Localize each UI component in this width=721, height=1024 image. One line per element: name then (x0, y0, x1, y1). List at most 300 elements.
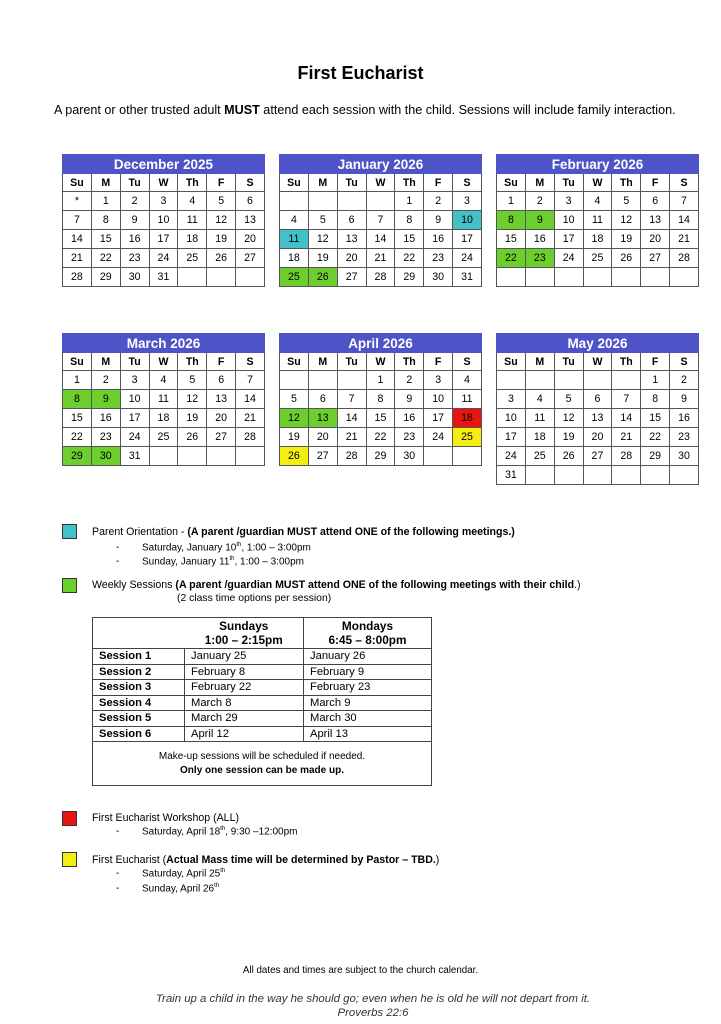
calendar-may-2026 (496, 333, 699, 485)
eucharist-date-1 (116, 868, 225, 879)
makeup-note (93, 742, 432, 786)
day-cell: 27 (641, 249, 670, 268)
day-cell: 4 (525, 390, 554, 409)
weekday-row (63, 353, 265, 371)
day-cell: 25 (280, 268, 309, 287)
day-cell: 2 (395, 371, 424, 390)
day-cell: 11 (525, 409, 554, 428)
month-header-row (280, 155, 482, 174)
weekday-label: Th (612, 353, 641, 371)
day-cell: 28 (670, 249, 699, 268)
empty-day-cell (178, 268, 207, 287)
sessions-note-row (93, 742, 432, 786)
orientation-time-2: , 1:00 – 3:00pm (234, 556, 304, 568)
day-cell: 6 (337, 211, 366, 230)
day-cell: 15 (641, 409, 670, 428)
day-cell: 17 (424, 409, 453, 428)
weekday-label: Tu (120, 353, 149, 371)
day-cell: 18 (525, 428, 554, 447)
legend-weekly (92, 579, 581, 591)
workshop-date-text: Saturday, April 18 (142, 826, 221, 838)
day-cell: 25 (149, 428, 178, 447)
day-cell: 12 (554, 409, 583, 428)
makeup-limit-text: Only one session can be made up. (180, 764, 344, 776)
day-cell: 12 (207, 211, 236, 230)
day-cell: 23 (91, 428, 120, 447)
day-cell: 2 (120, 192, 149, 211)
scripture-quote (0, 992, 721, 1020)
weekday-label: M (91, 353, 120, 371)
weekday-label: Tu (337, 174, 366, 192)
sundays-time: 1:00 – 2:15pm (204, 633, 283, 647)
week-row (497, 211, 699, 230)
day-cell: 15 (63, 409, 92, 428)
weekday-label: M (525, 174, 554, 192)
day-cell: 27 (236, 249, 265, 268)
day-cell: 4 (583, 192, 612, 211)
empty-day-cell (337, 371, 366, 390)
day-cell: 19 (554, 428, 583, 447)
weekday-label: Su (63, 174, 92, 192)
day-cell: 21 (236, 409, 265, 428)
week-row (280, 428, 482, 447)
day-cell: 26 (612, 249, 641, 268)
week-row (63, 268, 265, 287)
day-cell: 12 (178, 390, 207, 409)
week-row (497, 428, 699, 447)
weekday-label: W (149, 353, 178, 371)
session-label: Session 1 (93, 649, 185, 665)
day-cell: 31 (453, 268, 482, 287)
weekday-label: W (583, 353, 612, 371)
session-row (93, 680, 432, 696)
session-row (93, 726, 432, 742)
sessions-header-row (93, 618, 432, 649)
day-cell: 31 (149, 268, 178, 287)
week-row (497, 230, 699, 249)
weekday-label: S (236, 353, 265, 371)
weekday-label: S (453, 353, 482, 371)
month-header-row (63, 155, 265, 174)
week-row (497, 371, 699, 390)
weekday-label: Th (178, 353, 207, 371)
day-cell: 2 (424, 192, 453, 211)
day-cell: 18 (149, 409, 178, 428)
day-cell: 14 (366, 230, 395, 249)
day-cell: 3 (120, 371, 149, 390)
weekday-label: F (424, 174, 453, 192)
day-cell: 14 (337, 409, 366, 428)
weekday-row (280, 174, 482, 192)
day-cell: 16 (395, 409, 424, 428)
week-row (280, 211, 482, 230)
day-cell: 20 (337, 249, 366, 268)
empty-day-cell (280, 192, 309, 211)
legend-swatch-yellow (62, 852, 77, 867)
day-cell: 17 (149, 230, 178, 249)
weekday-label: S (236, 174, 265, 192)
day-cell: 18 (280, 249, 309, 268)
day-cell: 5 (178, 371, 207, 390)
day-cell: 28 (366, 268, 395, 287)
weekday-row (497, 174, 699, 192)
day-cell: 26 (308, 268, 337, 287)
day-cell: 25 (178, 249, 207, 268)
month-header-row (497, 334, 699, 353)
day-cell: 15 (497, 230, 526, 249)
day-cell: 28 (236, 428, 265, 447)
day-cell: 24 (149, 249, 178, 268)
weekday-row (497, 353, 699, 371)
day-cell: 1 (63, 371, 92, 390)
day-cell: 9 (525, 211, 554, 230)
day-cell: 18 (453, 409, 482, 428)
session-label: Session 4 (93, 695, 185, 711)
week-row (280, 371, 482, 390)
weekday-label: Su (280, 353, 309, 371)
day-cell: 1 (366, 371, 395, 390)
month-header-row (63, 334, 265, 353)
day-cell: 19 (308, 249, 337, 268)
empty-day-cell (525, 466, 554, 485)
weekday-label: M (308, 174, 337, 192)
legend-orientation (92, 526, 515, 538)
day-cell: 13 (207, 390, 236, 409)
empty-day-cell (583, 268, 612, 287)
day-cell: 12 (280, 409, 309, 428)
weekday-label: W (149, 174, 178, 192)
day-cell: 9 (91, 390, 120, 409)
session-row (93, 664, 432, 680)
day-cell: 28 (63, 268, 92, 287)
mondays-header (304, 618, 432, 649)
day-cell: 23 (120, 249, 149, 268)
day-cell: 29 (91, 268, 120, 287)
day-cell: 3 (424, 371, 453, 390)
day-cell: 10 (424, 390, 453, 409)
day-cell: 27 (207, 428, 236, 447)
week-row (280, 249, 482, 268)
weekday-label: M (91, 174, 120, 192)
day-cell: 30 (670, 447, 699, 466)
day-cell: 8 (497, 211, 526, 230)
empty-day-cell (178, 447, 207, 466)
orientation-date-2-text: Sunday, January 11 (142, 556, 230, 568)
day-cell: 6 (236, 192, 265, 211)
day-cell: 13 (583, 409, 612, 428)
empty-day-cell (337, 192, 366, 211)
workshop-date (116, 826, 298, 837)
day-cell: 26 (554, 447, 583, 466)
weekday-label: F (424, 353, 453, 371)
intro-text-start: A parent or other trusted adult (54, 103, 225, 117)
day-cell: 5 (612, 192, 641, 211)
day-cell: 24 (424, 428, 453, 447)
weekday-label: M (308, 353, 337, 371)
workshop-time: , 9:30 –12:00pm (225, 826, 298, 838)
day-cell: 7 (366, 211, 395, 230)
day-cell: 8 (91, 211, 120, 230)
day-cell: 7 (612, 390, 641, 409)
month-title: April 2026 (280, 334, 482, 353)
day-cell: 5 (554, 390, 583, 409)
day-cell: 13 (641, 211, 670, 230)
monday-date: February 9 (304, 664, 432, 680)
orientation-date-1 (116, 542, 311, 553)
orientation-date-2 (116, 556, 304, 567)
day-cell: 22 (395, 249, 424, 268)
day-cell: 31 (497, 466, 526, 485)
session-label: Session 3 (93, 680, 185, 696)
day-cell: 16 (525, 230, 554, 249)
sunday-date: April 12 (185, 726, 304, 742)
day-cell: 30 (424, 268, 453, 287)
empty-day-cell (525, 371, 554, 390)
weekday-label: F (641, 174, 670, 192)
empty-day-cell (366, 192, 395, 211)
monday-date: February 23 (304, 680, 432, 696)
day-cell: 2 (525, 192, 554, 211)
month-header-row (497, 155, 699, 174)
session-row (93, 695, 432, 711)
makeup-note-text: Make-up sessions will be scheduled if needed. (158, 750, 366, 762)
empty-day-cell (236, 268, 265, 287)
day-cell: 10 (554, 211, 583, 230)
week-row (63, 390, 265, 409)
day-cell: 7 (670, 192, 699, 211)
empty-day-cell (308, 371, 337, 390)
day-cell: 21 (612, 428, 641, 447)
day-cell: 6 (583, 390, 612, 409)
weekday-label: S (453, 174, 482, 192)
day-cell: 9 (424, 211, 453, 230)
empty-day-cell (236, 447, 265, 466)
sunday-date: February 22 (185, 680, 304, 696)
empty-day-cell (207, 447, 236, 466)
weekday-label: Tu (120, 174, 149, 192)
day-cell: 24 (497, 447, 526, 466)
day-cell: 22 (91, 249, 120, 268)
weekday-row (63, 174, 265, 192)
day-cell: 22 (63, 428, 92, 447)
day-cell: 13 (308, 409, 337, 428)
day-cell: 16 (670, 409, 699, 428)
week-row (497, 390, 699, 409)
day-cell: 4 (149, 371, 178, 390)
day-cell: 1 (91, 192, 120, 211)
bullet-dash: - (116, 556, 120, 568)
day-cell: 3 (149, 192, 178, 211)
session-label: Session 2 (93, 664, 185, 680)
day-cell: 20 (308, 428, 337, 447)
ordinal-suffix: th (214, 883, 220, 889)
day-cell: 10 (453, 211, 482, 230)
empty-day-cell (424, 447, 453, 466)
day-cell: 13 (337, 230, 366, 249)
day-cell: 4 (280, 211, 309, 230)
weekday-label: Su (280, 174, 309, 192)
empty-day-cell (670, 466, 699, 485)
empty-day-cell (207, 268, 236, 287)
day-cell: 21 (337, 428, 366, 447)
day-cell: 1 (395, 192, 424, 211)
day-cell: 5 (308, 211, 337, 230)
day-cell: 24 (554, 249, 583, 268)
day-cell: 1 (641, 371, 670, 390)
week-row (63, 211, 265, 230)
day-cell: 26 (178, 428, 207, 447)
day-cell: 3 (453, 192, 482, 211)
day-cell: 17 (554, 230, 583, 249)
empty-day-cell (641, 466, 670, 485)
empty-day-cell (149, 447, 178, 466)
week-row (497, 268, 699, 287)
day-cell: 30 (120, 268, 149, 287)
calendar-february-2026 (496, 154, 699, 287)
day-cell: 22 (366, 428, 395, 447)
month-title: March 2026 (63, 334, 265, 353)
month-title: December 2025 (63, 155, 265, 174)
weekday-label: M (525, 353, 554, 371)
day-cell: 20 (236, 230, 265, 249)
session-row (93, 711, 432, 727)
session-row (93, 649, 432, 665)
day-cell: 23 (395, 428, 424, 447)
day-cell: 4 (453, 371, 482, 390)
empty-day-cell (583, 466, 612, 485)
calendar-january-2026 (279, 154, 482, 287)
mondays-label: Mondays (341, 619, 394, 633)
sessions-header-blank (93, 618, 185, 649)
day-cell: 28 (337, 447, 366, 466)
day-cell: 11 (453, 390, 482, 409)
week-row (63, 192, 265, 211)
monday-date: March 9 (304, 695, 432, 711)
session-label: Session 5 (93, 711, 185, 727)
week-row (280, 447, 482, 466)
quote-reference: Proverbs 22:6 (337, 1007, 409, 1019)
mondays-time: 6:45 – 8:00pm (328, 633, 407, 647)
bullet-dash: - (116, 868, 120, 880)
session-label: Session 6 (93, 726, 185, 742)
day-cell: 24 (120, 428, 149, 447)
intro-emphasis: MUST (224, 103, 260, 117)
day-cell: 12 (612, 211, 641, 230)
day-cell: 15 (366, 409, 395, 428)
week-row (63, 409, 265, 428)
day-cell: 16 (120, 230, 149, 249)
day-cell: 14 (63, 230, 92, 249)
day-cell: 16 (91, 409, 120, 428)
day-cell: 17 (453, 230, 482, 249)
bullet-dash: - (116, 542, 120, 554)
legend-eucharist-label: First Eucharist ( (92, 854, 167, 866)
calendar-december-2025 (62, 154, 265, 287)
weekday-row (280, 353, 482, 371)
week-row (497, 409, 699, 428)
empty-day-cell (280, 371, 309, 390)
legend-eucharist-end: ) (435, 854, 440, 866)
week-row (280, 192, 482, 211)
weekday-label: F (207, 353, 236, 371)
week-row (63, 249, 265, 268)
week-row (63, 447, 265, 466)
empty-day-cell (308, 192, 337, 211)
day-cell: 28 (612, 447, 641, 466)
month-header-row (280, 334, 482, 353)
ordinal-suffix: th (220, 868, 226, 874)
day-cell: * (63, 192, 92, 211)
monday-date: April 13 (304, 726, 432, 742)
day-cell: 22 (641, 428, 670, 447)
day-cell: 3 (554, 192, 583, 211)
month-title: February 2026 (497, 155, 699, 174)
day-cell: 29 (395, 268, 424, 287)
legend-eucharist-note: Actual Mass time will be determined by Pastor – TBD. (166, 854, 436, 866)
day-cell: 20 (641, 230, 670, 249)
legend-swatch-teal (62, 524, 77, 539)
day-cell: 23 (424, 249, 453, 268)
day-cell: 31 (120, 447, 149, 466)
day-cell: 8 (641, 390, 670, 409)
day-cell: 23 (525, 249, 554, 268)
intro-text-end: attend each session with the child. Sessions will include family interaction. (259, 103, 676, 117)
month-title: January 2026 (280, 155, 482, 174)
day-cell: 18 (583, 230, 612, 249)
eucharist-date-2-text: Sunday, April 26 (142, 883, 215, 895)
week-row (63, 230, 265, 249)
day-cell: 10 (497, 409, 526, 428)
empty-day-cell (612, 371, 641, 390)
day-cell: 2 (670, 371, 699, 390)
day-cell: 5 (207, 192, 236, 211)
intro-paragraph (54, 102, 709, 119)
week-row (497, 192, 699, 211)
week-row (280, 268, 482, 287)
day-cell: 29 (641, 447, 670, 466)
day-cell: 10 (120, 390, 149, 409)
day-cell: 26 (280, 447, 309, 466)
legend-weekly-note: (A parent /guardian MUST attend ONE of the following meetings with their child (175, 579, 575, 591)
weekday-label: S (670, 353, 699, 371)
empty-day-cell (612, 268, 641, 287)
day-cell: 20 (583, 428, 612, 447)
weekday-label: Tu (337, 353, 366, 371)
ordinal-suffix: th (229, 556, 235, 562)
day-cell: 4 (178, 192, 207, 211)
week-row (63, 428, 265, 447)
day-cell: 3 (497, 390, 526, 409)
day-cell: 14 (670, 211, 699, 230)
weekday-label: W (366, 353, 395, 371)
empty-day-cell (554, 466, 583, 485)
day-cell: 27 (308, 447, 337, 466)
week-row (497, 466, 699, 485)
sunday-date: March 8 (185, 695, 304, 711)
sundays-header (185, 618, 304, 649)
day-cell: 15 (91, 230, 120, 249)
day-cell: 21 (63, 249, 92, 268)
day-cell: 9 (670, 390, 699, 409)
day-cell: 11 (280, 230, 309, 249)
bullet-dash: - (116, 883, 120, 895)
legend-workshop: First Eucharist Workshop (ALL) (92, 812, 239, 824)
day-cell: 8 (395, 211, 424, 230)
empty-day-cell (453, 447, 482, 466)
empty-day-cell (641, 268, 670, 287)
day-cell: 5 (280, 390, 309, 409)
month-title: May 2026 (497, 334, 699, 353)
